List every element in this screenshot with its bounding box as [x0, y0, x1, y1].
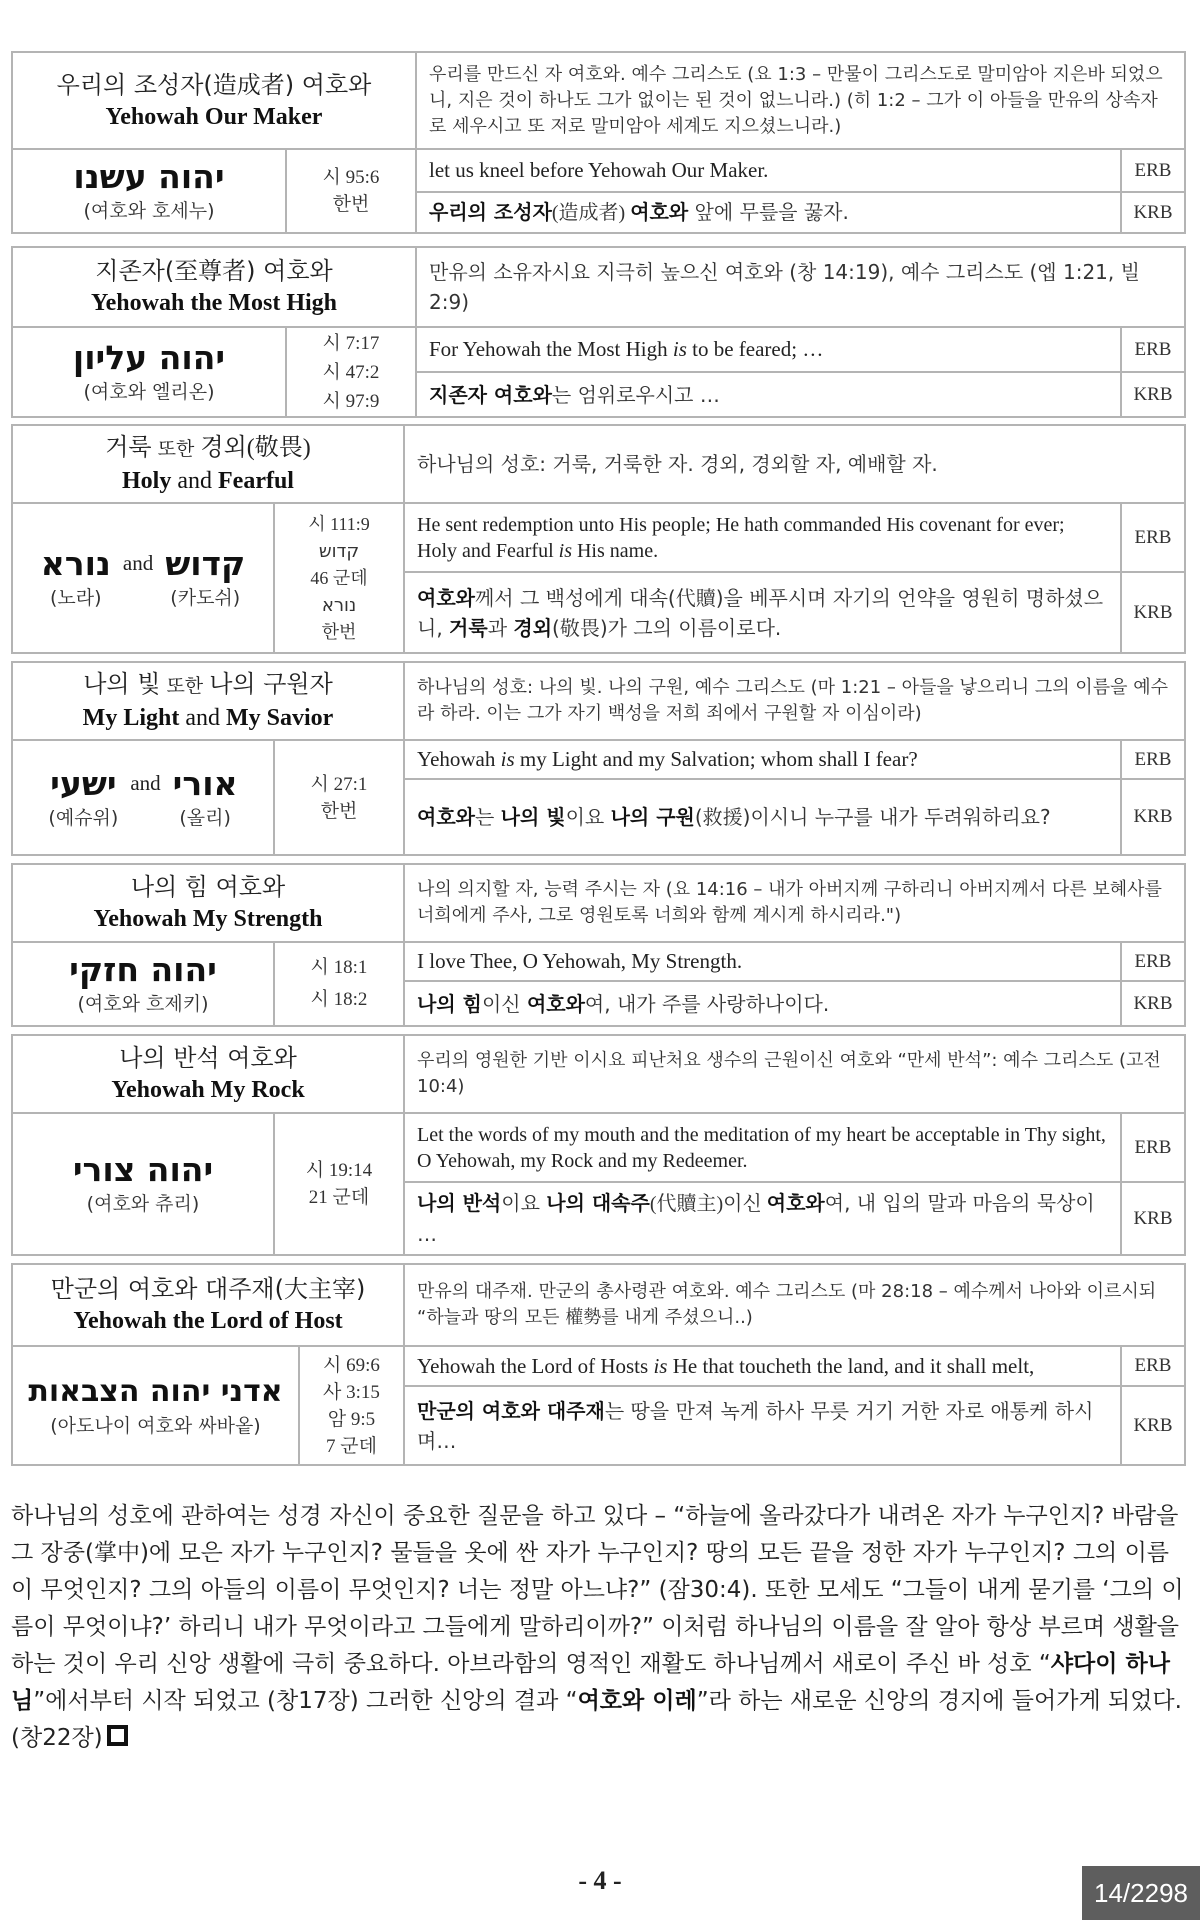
verse-korean: 만군의 여호와 대주재는 땅을 만져 녹게 하사 무릇 거기 거한 자로 애통케 하시며…	[405, 1387, 1122, 1464]
hebrew-name-cell	[13, 741, 275, 854]
version-tag-erb: ERB	[1122, 943, 1184, 982]
reference: 암 9:5	[327, 1408, 376, 1430]
version-tag-krb: KRB	[1133, 383, 1173, 405]
hebrew-name: יהוה עשנו	[73, 157, 225, 196]
title-korean: 나의 빛 또한 나의 구원자	[83, 670, 333, 698]
title-english: My Light and My Savior	[82, 705, 334, 731]
reference: 시 111:9	[308, 513, 370, 534]
verse-english: let us kneel before Yehowah Our Maker.	[417, 150, 1122, 193]
reference: 시 18:1	[310, 957, 368, 978]
emphasis: 샤다이 하나님	[11, 1651, 1170, 1714]
block-title	[13, 53, 417, 150]
transliteration: (올리)	[179, 806, 231, 829]
verse-english: Yehowah is my Light and my Salvation; whom shall I fear?	[405, 741, 1122, 780]
version-tag-krb: KRB	[1133, 201, 1173, 223]
verse-korean: 나의 반석이요 나의 대속주(代贖主)이신 여호와여, 내 입의 말과 마음의 묵상이 …	[405, 1183, 1122, 1254]
version-tag-erb: ERB	[1122, 504, 1184, 573]
reference: 시 95:6	[322, 167, 380, 188]
verse-english: He sent redemption unto His people; He hath commanded His covenant for ever; Holy and Fearful is His name.	[405, 504, 1122, 573]
name-block-holy-fearful	[11, 424, 1186, 654]
hebrew-name-cell	[13, 1114, 275, 1254]
hebrew-name: יהוה צורי	[72, 1150, 214, 1189]
scripture-references	[287, 328, 417, 416]
version-tag-krb: KRB	[1133, 806, 1173, 827]
verse-korean: 여호와는 나의 빛이요 나의 구원(救援)이시니 누구를 내가 두려워하리요?	[405, 780, 1122, 854]
version-tag-erb: ERB	[1122, 741, 1184, 780]
block-description: 만유의 대주재. 만군의 총사령관 여호와. 예수 그리스도 (마 28:18 – 예수께서 나아와 이르시되 “하늘과 땅의 모든 權勢를 내게 주셨으니..)	[405, 1265, 1184, 1347]
scripture-references	[287, 150, 417, 232]
hebrew-name-cell	[13, 1347, 300, 1464]
name-block-my-strength	[11, 863, 1186, 1027]
hebrew-name: אורי	[172, 763, 238, 803]
verse-english: Let the words of my mouth and the meditation of my heart be acceptable in Thy sight, O Yehowah, my Rock and my Redeemer.	[405, 1114, 1122, 1183]
block-title	[13, 1036, 405, 1114]
title-english: Holy and Fearful	[122, 468, 294, 494]
reference: 시 97:9	[322, 390, 380, 412]
name-block-lord-of-host	[11, 1263, 1186, 1466]
title-english: Yehowah My Strength	[93, 906, 323, 932]
block-title	[13, 426, 405, 504]
block-title	[13, 1265, 405, 1347]
block-title	[13, 865, 405, 943]
occurrence-count: 한번	[320, 800, 358, 822]
version-tag-erb: ERB	[1122, 328, 1184, 373]
reference: 시 27:1	[310, 773, 368, 795]
version-tag-erb: ERB	[1122, 150, 1184, 193]
title-english: Yehowah Our Maker	[105, 103, 323, 130]
reference: 사 3:15	[323, 1381, 380, 1403]
hebrew-name-cell	[13, 150, 287, 232]
verse-korean: 여호와께서 그 백성에게 대속(代贖)을 베푸시며 자기의 언약을 영원히 명하셨으니, 거룩과 경외(敬畏)가 그의 이름이로다.	[405, 573, 1122, 652]
block-title	[13, 663, 405, 741]
hebrew-word: נורא	[321, 594, 357, 616]
verse-korean: 나의 힘이신 여호와여, 내가 주를 사랑하나이다.	[405, 982, 1122, 1025]
occurrence-count: 21 군데	[308, 1187, 370, 1208]
hebrew-name: אדני יהוה הצבאות	[28, 1373, 283, 1409]
title-korean: 지존자(至尊者) 여호와	[95, 257, 333, 285]
transliteration: (노라)	[50, 587, 102, 609]
transliteration: (여호와 엘리온)	[83, 381, 215, 403]
title-korean: 만군의 여호와 대주재(大主宰)	[50, 1275, 366, 1303]
verse-korean: 우리의 조성자(造成者) 여호와 앞에 무릎을 꿇자.	[417, 193, 1122, 232]
essay-paragraph: 하나님의 성호에 관하여는 성경 자신이 중요한 질문을 하고 있다 – “하늘에 올라갔다가 내려온 자가 누구인지? 바람을 그 장중(掌中)에 모은 자가 누구인지? 물들을 옷에 싼 자가 누구인지? 땅의 모든 끝을 정한 자가 누구인지? 그의 이름이 무엇인지? 그의 아들의 이름이 무엇인지? 너는 정말 아느냐?” (잠30:4). 또한 모세도 “그들이 내게 묻기를 ‘그의 이름이 무엇이냐?’ 하리니 내가 무엇이라고 그들에게 말하리이까?” 이처럼 하나님의 이름을 잘 알아 항상 부르며 생활을 하는 것이 우리 신앙 생활에 극히 중요하다. 아브라함의 영적인 재활도 하나님께서 새로이 주신 바 성호 “샤다이 하나님”에서부터 시작 되었고 (창17장) 그러한 신앙의 결과 “여호와 이레”라 하는 새로운 신앙의 경지에 들어가게 되었다. (창22장)	[11, 1503, 1184, 1751]
version-tag-krb: KRB	[1133, 1414, 1173, 1436]
version-tag-krb: KRB	[1133, 601, 1173, 623]
version-tag-krb: KRB	[1133, 992, 1173, 1014]
block-description: 우리를 만드신 자 여호와. 예수 그리스도 (요 1:3 – 만물이 그리스도로 말미암아 지은바 되었으니, 지은 것이 하나도 그가 없이는 된 것이 없느니라.) (히 1:2 – 그가 이 아들을 만유의 상속자로 세우시고 또 저로 말미암아 세계도 지으셨느니라.)	[417, 53, 1184, 150]
title-korean: 나의 반석 여호와	[119, 1044, 297, 1072]
transliteration: (예슈위)	[48, 806, 119, 829]
title-korean: 거룩 또한 경외(敬畏)	[105, 433, 311, 461]
reference: 시 7:17	[322, 332, 380, 354]
hebrew-name: ישעי	[50, 763, 117, 803]
transliteration: (여호와 흐제키)	[77, 993, 209, 1015]
block-description: 하나님의 성호: 나의 빛. 나의 구원, 예수 그리스도 (마 1:21 – 아들을 낳으리니 그의 이름을 예수라 하라. 이는 그가 자기 백성을 저희 죄에서 구원할 자 이심이라)	[405, 663, 1184, 741]
title-english: Yehowah My Rock	[111, 1077, 305, 1103]
transliteration: (여호와 호세누)	[83, 200, 215, 222]
name-block-our-maker	[11, 51, 1186, 234]
page-number: - 4 -	[578, 1866, 622, 1895]
hebrew-name: נורא	[40, 544, 111, 583]
scripture-references	[275, 943, 405, 1025]
hebrew-name: יהוה עליון	[72, 338, 226, 377]
version-tag-krb: KRB	[1133, 1207, 1173, 1229]
occurrence-count: 한번	[321, 621, 357, 642]
verse-english: I love Thee, O Yehowah, My Strength.	[405, 943, 1122, 982]
version-tag-erb: ERB	[1122, 1347, 1184, 1387]
title-korean: 나의 힘 여호와	[130, 873, 286, 901]
reference: 시 19:14	[305, 1160, 373, 1181]
scripture-references	[275, 1114, 405, 1254]
reference: 시 18:2	[310, 989, 368, 1010]
emphasis: 여호와 이레	[577, 1688, 697, 1714]
reference: 시 47:2	[322, 361, 380, 383]
block-title	[13, 248, 417, 328]
name-block-my-rock	[11, 1034, 1186, 1256]
end-of-article-icon	[107, 1725, 128, 1746]
occurrence-count: 46 군데	[310, 567, 368, 588]
scripture-references	[300, 1347, 405, 1464]
occurrence-count: 7 군데	[326, 1435, 377, 1457]
hebrew-name-cell	[13, 328, 287, 416]
page-counter-badge: 14/2298	[1082, 1866, 1200, 1920]
reference: 시 69:6	[323, 1354, 380, 1376]
hebrew-name-cell	[13, 943, 275, 1025]
block-description: 우리의 영원한 기반 이시요 피난처요 생수의 근원이신 여호와 “만세 반석”: 예수 그리스도 (고전 10:4)	[405, 1036, 1184, 1114]
hebrew-name: יהוה חזקי	[69, 950, 217, 989]
title-english: Yehowah the Lord of Host	[73, 1308, 343, 1334]
hebrew-name-pair: ישעי (예슈위) and אורי (올리)	[48, 764, 237, 832]
block-description: 만유의 소유자시요 지극히 높으신 여호와 (창 14:19), 예수 그리스도 (엡 1:21, 빌 2:9)	[417, 248, 1184, 328]
version-tag-erb: ERB	[1122, 1114, 1184, 1183]
block-description: 하나님의 성호: 거룩, 거룩한 자. 경외, 경외할 자, 예배할 자.	[405, 426, 1184, 504]
verse-korean: 지존자 여호와는 엄위로우시고 …	[417, 373, 1122, 416]
hebrew-word: קדוש	[318, 540, 360, 562]
name-block-most-high	[11, 246, 1186, 418]
transliteration: (아도나이 여호와 싸바옽)	[50, 1414, 261, 1437]
scripture-references	[275, 741, 405, 854]
title-english: Yehowah the Most High	[90, 290, 337, 316]
verse-english: Yehowah the Lord of Hosts is He that toucheth the land, and it shall melt,	[405, 1347, 1122, 1387]
hebrew-name-cell	[13, 504, 275, 652]
title-korean: 우리의 조성자(造成者) 여호와	[56, 70, 372, 99]
verse-english: For Yehowah the Most High is to be feared; …	[417, 328, 1122, 373]
block-description: 나의 의지할 자, 능력 주시는 자 (요 14:16 – 내가 아버지께 구하리니 아버지께서 다른 보혜사를 너희에게 주사, 그로 영원토록 너희와 함께 계시게 하시리라.")	[405, 865, 1184, 943]
transliteration: (여호와 츄리)	[86, 1193, 200, 1215]
occurrence-count: 한번	[332, 194, 370, 215]
name-block-light-savior	[11, 661, 1186, 856]
hebrew-name-pair: נורא (노라) and קדוש (카도쉬)	[41, 544, 246, 612]
scripture-references	[275, 504, 405, 652]
hebrew-name: קדוש	[165, 544, 246, 583]
transliteration: (카도쉬)	[170, 587, 241, 609]
